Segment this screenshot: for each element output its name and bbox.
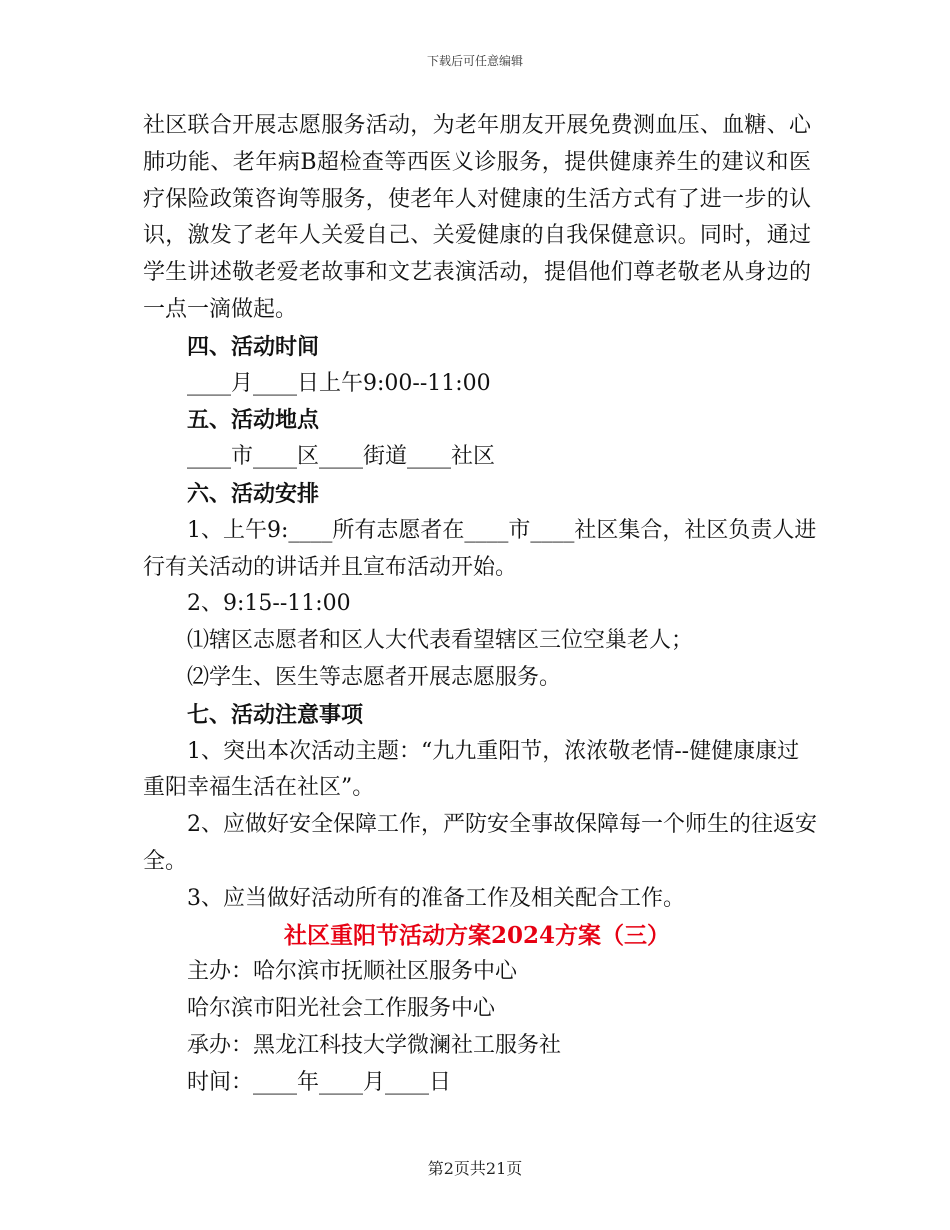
plan-undertaker: 承办：黑龙江科技大学微澜社工服务社 bbox=[187, 1032, 562, 1058]
schedule-item-1: 1、上午9:____所有志愿者在____市____社区集合，社区负责人进 bbox=[187, 517, 817, 543]
notes-item-2-cont: 全。 bbox=[143, 848, 188, 874]
page-footer: 第2页共21页 bbox=[427, 1159, 523, 1178]
section-heading-notes: 七、活动注意事项 bbox=[187, 701, 364, 728]
plan-time: 时间：____年____月____日 bbox=[187, 1069, 452, 1095]
section-heading-location: 五、活动地点 bbox=[187, 407, 320, 434]
notes-item-1: 1、突出本次活动主题：“九九重阳节，浓浓敬老情--健健康康过 bbox=[187, 738, 800, 764]
section-heading-time: 四、活动时间 bbox=[187, 333, 320, 360]
notes-item-2: 2、应做好安全保障工作，严防安全事故保障每一个师生的往返安 bbox=[187, 812, 817, 838]
schedule-sub-1: ⑴辖区志愿者和区人大代表看望辖区三位空巢老人； bbox=[187, 628, 694, 654]
plan-title: 社区重阳节活动方案2024方案（三） bbox=[283, 921, 670, 949]
intro-line: 学生讲述敬老爱老故事和文艺表演活动，提倡他们尊老敬老从身边的 bbox=[143, 260, 811, 286]
plan-co-organizer: 哈尔滨市阳光社会工作服务中心 bbox=[187, 996, 496, 1022]
intro-line: 一点一滴做起。 bbox=[143, 296, 298, 322]
section-heading-schedule: 六、活动安排 bbox=[187, 480, 320, 507]
intro-line: 社区联合开展志愿服务活动，为老年朋友开展免费测血压、血糖、心 bbox=[143, 113, 811, 138]
activity-time: ____月____日上午9:00--11:00 bbox=[187, 370, 491, 396]
plan-organizer: 主办：哈尔滨市抚顺社区服务中心 bbox=[187, 959, 518, 985]
notes-item-1-cont: 重阳幸福生活在社区”。 bbox=[143, 775, 375, 801]
intro-line: 疗保险政策咨询等服务，使老年人对健康的生活方式有了进一步的认 bbox=[143, 186, 811, 212]
notes-item-3: 3、应当做好活动所有的准备工作及相关配合工作。 bbox=[187, 885, 685, 911]
document-body bbox=[143, 108, 817, 1102]
schedule-item-1-cont: 行有关活动的讲话并且宣布活动开始。 bbox=[143, 554, 518, 580]
page-header: 下载后可任意编辑 bbox=[426, 54, 523, 68]
schedule-item-2: 2、9:15--11:00 bbox=[187, 591, 351, 617]
intro-line: 肺功能、老年病B超检查等西医义诊服务，提供健康养生的建议和医 bbox=[143, 149, 811, 175]
activity-location: ____市____区____街道____社区 bbox=[187, 444, 496, 470]
intro-line: 识，激发了老年人关爱自己、关爱健康的自我保健意识。同时，通过 bbox=[143, 223, 811, 249]
schedule-sub-2: ⑵学生、医生等志愿者开展志愿服务。 bbox=[187, 664, 562, 690]
